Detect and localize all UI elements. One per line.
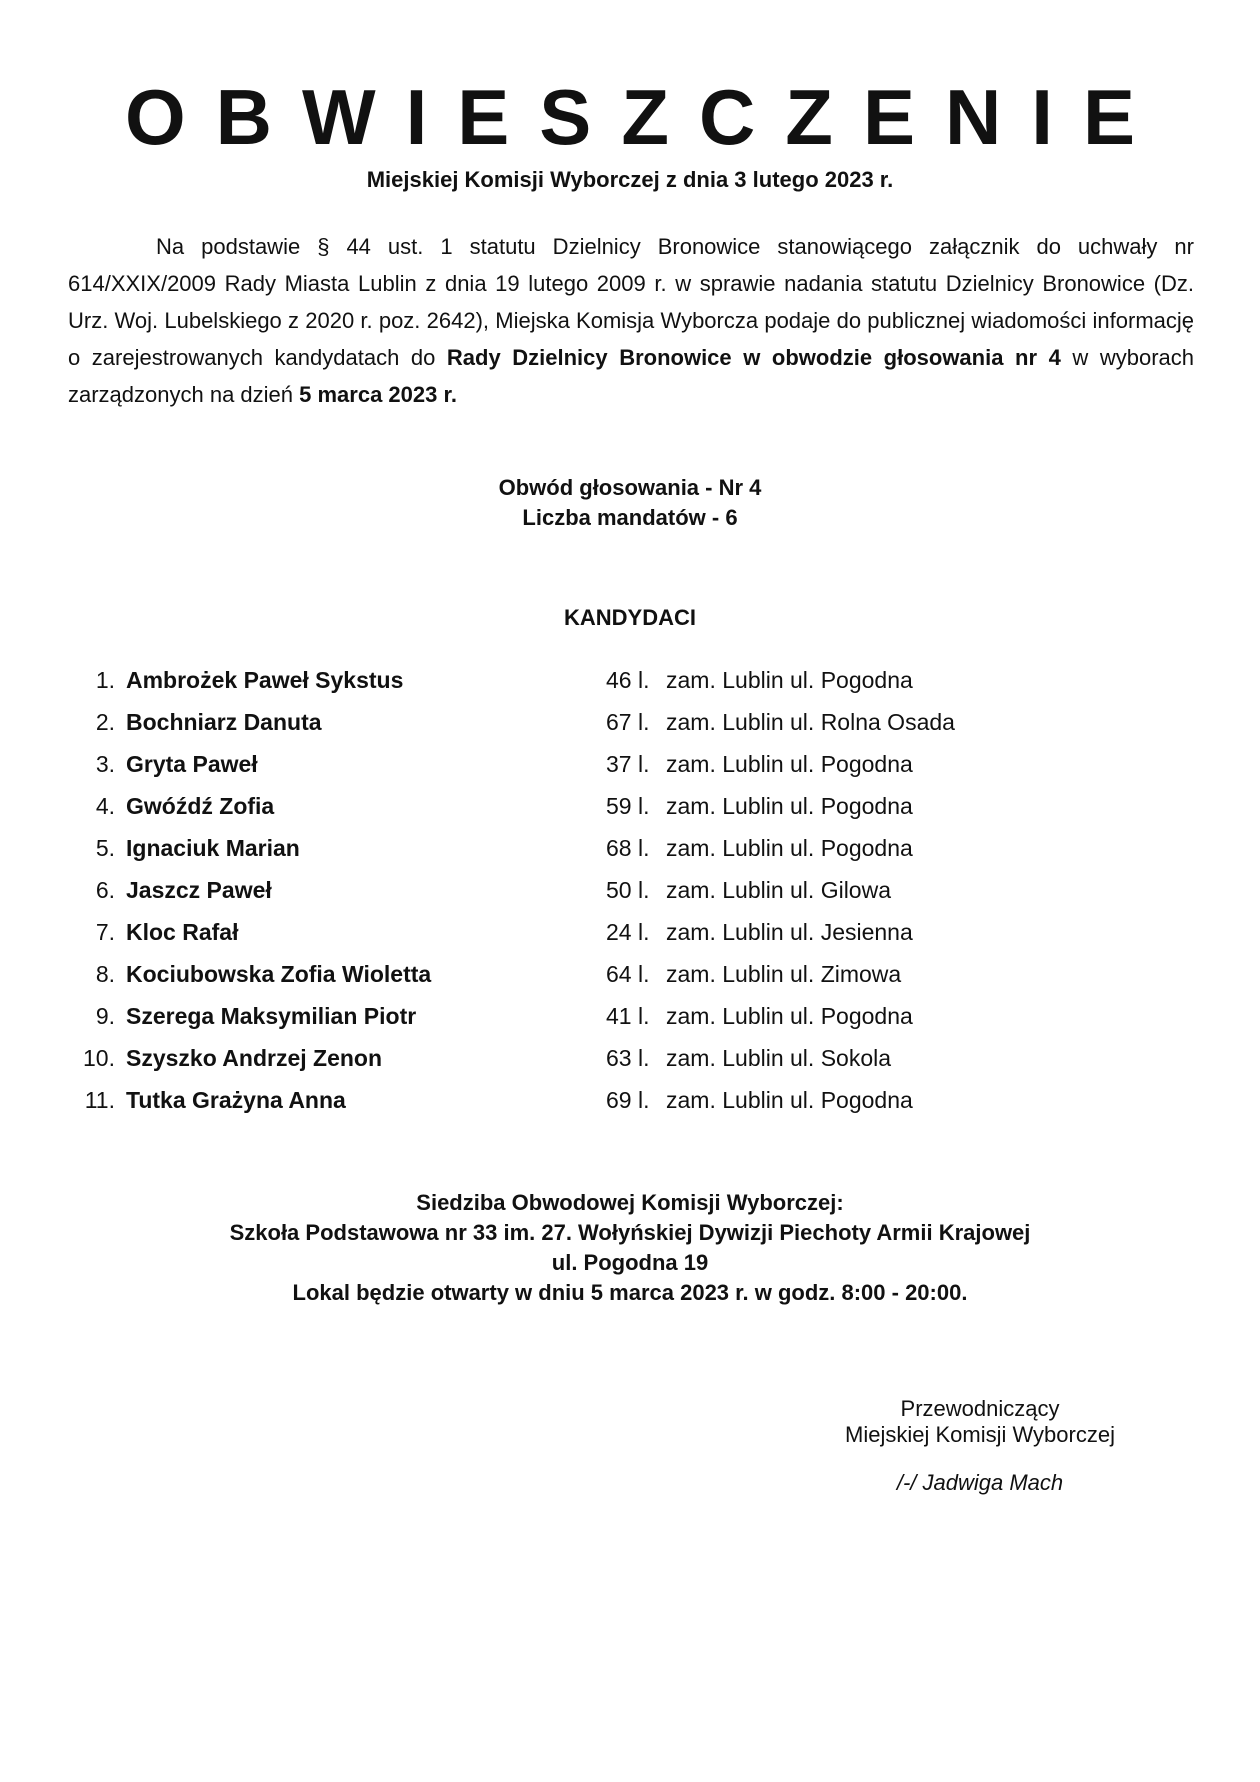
candidate-row — [0, 1000, 1260, 1042]
candidate-address: zam. Lublin ul. Rolna Osada — [666, 709, 955, 735]
intro-bold-date: 5 marca 2023 r. — [299, 382, 457, 407]
candidate-age: 50 l. — [606, 877, 650, 903]
candidate-address: zam. Lublin ul. Pogodna — [666, 667, 913, 693]
candidate-name: Bochniarz Danuta — [126, 709, 322, 735]
candidates-heading: KANDYDACI — [564, 605, 696, 630]
document-title: OBWIESZCZENIE — [124, 73, 1165, 161]
candidate-name: Kociubowska Zofia Wioletta — [126, 961, 432, 987]
candidate-age: 69 l. — [606, 1087, 650, 1113]
candidate-row — [0, 748, 1260, 790]
document-subtitle: Miejskiej Komisji Wyborczej z dnia 3 lutego 2023 r. — [366, 167, 894, 192]
candidate-number: 10. — [83, 1045, 115, 1071]
candidate-address: zam. Lublin ul. Pogodna — [666, 1087, 913, 1113]
candidate-row — [0, 706, 1260, 748]
candidate-address: zam. Lublin ul. Pogodna — [666, 751, 913, 777]
candidate-row — [0, 1084, 1260, 1126]
candidate-age: 64 l. — [606, 961, 650, 987]
intro-text-2: w wyborach zarządzonych na dzień — [68, 345, 1194, 407]
signature-role-commission: Miejskiej Komisji Wyborczej — [845, 1422, 1115, 1447]
candidate-address: zam. Lublin ul. Sokola — [666, 1045, 892, 1071]
candidate-address: zam. Lublin ul. Jesienna — [666, 919, 913, 945]
candidate-name: Ambrożek Paweł Sykstus — [126, 667, 404, 693]
intro-text-1: Na podstawie § 44 ust. 1 statutu Dzielnicy Bronowice stanowiącego załącznik do uchwały nr 614/XXIX/2009 Rady Miasta Lublin z dnia 19 lutego 2009 r. w sprawie nadania statutu Dzielnicy Bronowice (Dz. Urz. Woj. Lubelskiego z 2020 r. poz. 2642), Miejska Komisja Wyborcza podaje do publicznej wiadomości informację o zarejestrowanych kandydatach do — [68, 234, 1194, 370]
candidate-age: 46 l. — [606, 667, 650, 693]
candidate-age: 67 l. — [606, 709, 650, 735]
candidate-age: 24 l. — [606, 919, 650, 945]
candidate-number: 11. — [84, 1087, 115, 1113]
signature-block — [820, 1396, 1140, 1496]
candidate-age: 63 l. — [606, 1045, 650, 1071]
candidate-row — [0, 958, 1260, 1000]
candidate-address: zam. Lublin ul. Pogodna — [666, 793, 913, 819]
candidate-name: Ignaciuk Marian — [126, 835, 300, 861]
seat-heading: Siedziba Obwodowej Komisji Wyborczej: — [416, 1190, 844, 1215]
candidate-age: 68 l. — [606, 835, 650, 861]
district-number: Obwód głosowania - Nr 4 — [498, 475, 762, 500]
candidate-row — [0, 790, 1260, 832]
candidate-number: 9. — [95, 1003, 115, 1029]
seat-address: ul. Pogodna 19 — [551, 1250, 709, 1275]
candidate-name: Szyszko Andrzej Zenon — [126, 1045, 383, 1071]
candidate-address: zam. Lublin ul. Pogodna — [666, 835, 913, 861]
candidate-number: 4. — [95, 793, 115, 819]
candidate-name: Jaszcz Paweł — [126, 877, 272, 903]
candidate-address: zam. Lublin ul. Pogodna — [666, 1003, 913, 1029]
candidate-name: Tutka Grażyna Anna — [126, 1087, 346, 1113]
candidate-number: 2. — [95, 709, 115, 735]
candidate-number: 6. — [95, 877, 115, 903]
candidate-address: zam. Lublin ul. Zimowa — [666, 961, 902, 987]
candidate-number: 5. — [95, 835, 115, 861]
seat-school: Szkoła Podstawowa nr 33 im. 27. Wołyńskiej Dywizji Piechoty Armii Krajowej — [229, 1220, 1031, 1245]
candidate-age: 41 l. — [606, 1003, 650, 1029]
mandate-count: Liczba mandatów - 6 — [522, 505, 738, 530]
district-info — [0, 473, 1260, 533]
candidate-name: Kloc Rafał — [126, 919, 239, 945]
candidate-address: zam. Lublin ul. Gilowa — [666, 877, 891, 903]
candidate-age: 59 l. — [606, 793, 650, 819]
candidate-number: 8. — [95, 961, 115, 987]
intro-paragraph — [68, 228, 1194, 413]
candidate-row — [0, 916, 1260, 958]
candidates-list — [0, 664, 1260, 1126]
candidate-number: 7. — [95, 919, 115, 945]
signature-role: Przewodniczący — [900, 1396, 1060, 1421]
candidate-row — [0, 1042, 1260, 1084]
candidate-row — [0, 832, 1260, 874]
signature-name: /-/ Jadwiga Mach — [896, 1470, 1064, 1495]
candidate-number: 1. — [95, 667, 115, 693]
candidate-name: Gryta Paweł — [126, 751, 258, 777]
candidate-age: 37 l. — [606, 751, 650, 777]
candidate-number: 3. — [95, 751, 115, 777]
commission-seat — [0, 1188, 1260, 1308]
intro-bold-council: Rady Dzielnicy Bronowice w obwodzie głosowania nr 4 — [446, 345, 1061, 370]
candidate-row — [0, 874, 1260, 916]
candidate-row — [0, 664, 1260, 706]
candidate-name: Gwóźdź Zofia — [126, 793, 275, 819]
candidate-name: Szerega Maksymilian Piotr — [126, 1003, 417, 1029]
seat-opening-hours: Lokal będzie otwarty w dniu 5 marca 2023 r. w godz. 8:00 - 20:00. — [292, 1280, 968, 1305]
